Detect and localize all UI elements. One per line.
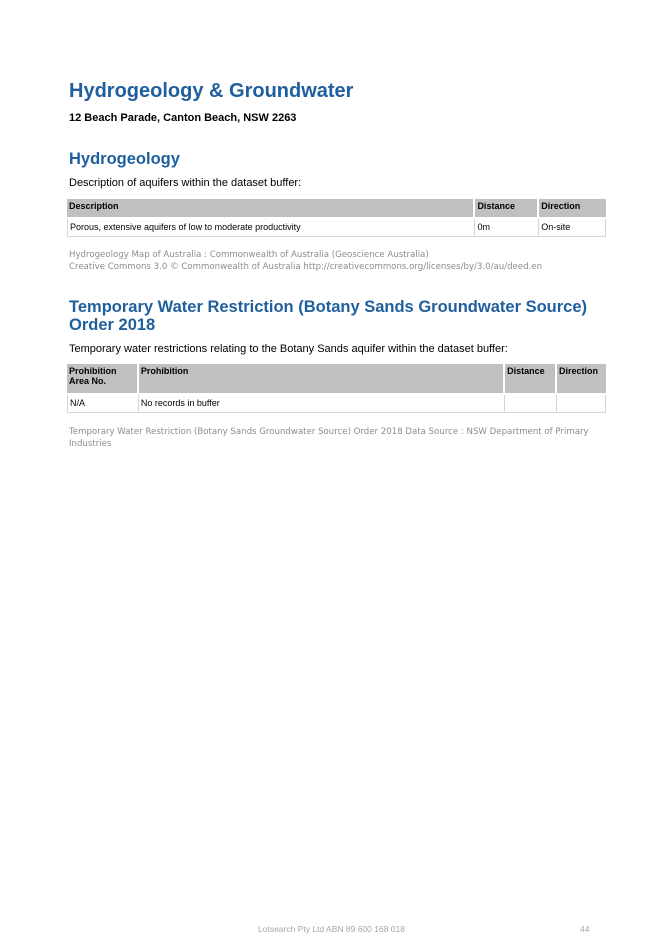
cell-prohibition: No records in buffer [139,395,505,413]
hydrogeology-source [69,249,542,273]
restriction-source [69,426,589,450]
cell-direction [557,395,606,413]
source-line-2: Creative Commons 3.0 © Commonwealth of Australia http://creativecommons.org/licenses/by/3.0/au/deed.en [69,262,543,272]
cell-prohibition-area-no: N/A [67,395,139,413]
table-header-row [67,199,606,219]
restriction-heading-line-2: Order 2018 [69,316,156,334]
column-header-direction: Direction [539,199,606,219]
column-header-distance: Distance [475,199,539,219]
cell-description: Porous, extensive aquifers of low to moderate productivity [67,219,475,237]
hydrogeology-heading: Hydrogeology [69,150,180,168]
column-header-prohibition-area-no: Prohibition Area No. [67,364,139,395]
hydrogeology-intro: Description of aquifers within the dataset buffer: [69,177,302,189]
page-title: Hydrogeology & Groundwater [69,80,354,102]
site-address: 12 Beach Parade, Canton Beach, NSW 2263 [69,112,297,124]
table-header-row [67,364,606,395]
cell-distance: 0m [475,219,539,237]
cell-distance [505,395,557,413]
column-header-description: Description [67,199,475,219]
restriction-intro: Temporary water restrictions relating to the Botany Sands aquifer within the dataset buffer: [69,343,508,355]
source-line-1: Temporary Water Restriction (Botany Sands Groundwater Source) Order 2018 Data Source : NSW Department of Primary [69,427,589,437]
footer-company: Lotsearch Pty Ltd ABN 89 600 168 018 [258,924,405,934]
table-row [67,395,606,413]
source-line-1: Hydrogeology Map of Australia : Commonwealth of Australia (Geoscience Australia) [69,250,429,260]
column-header-direction: Direction [557,364,606,395]
source-line-2: Industries [69,439,112,449]
page-number: 44 [580,924,590,934]
column-header-distance: Distance [505,364,557,395]
table-row [67,219,606,237]
column-header-prohibition: Prohibition [139,364,505,395]
hydrogeology-table [67,199,606,237]
restriction-heading [69,298,587,334]
restriction-table [67,364,606,413]
restriction-heading-line-1: Temporary Water Restriction (Botany Sands Groundwater Source) [69,298,588,316]
cell-direction: On-site [539,219,606,237]
